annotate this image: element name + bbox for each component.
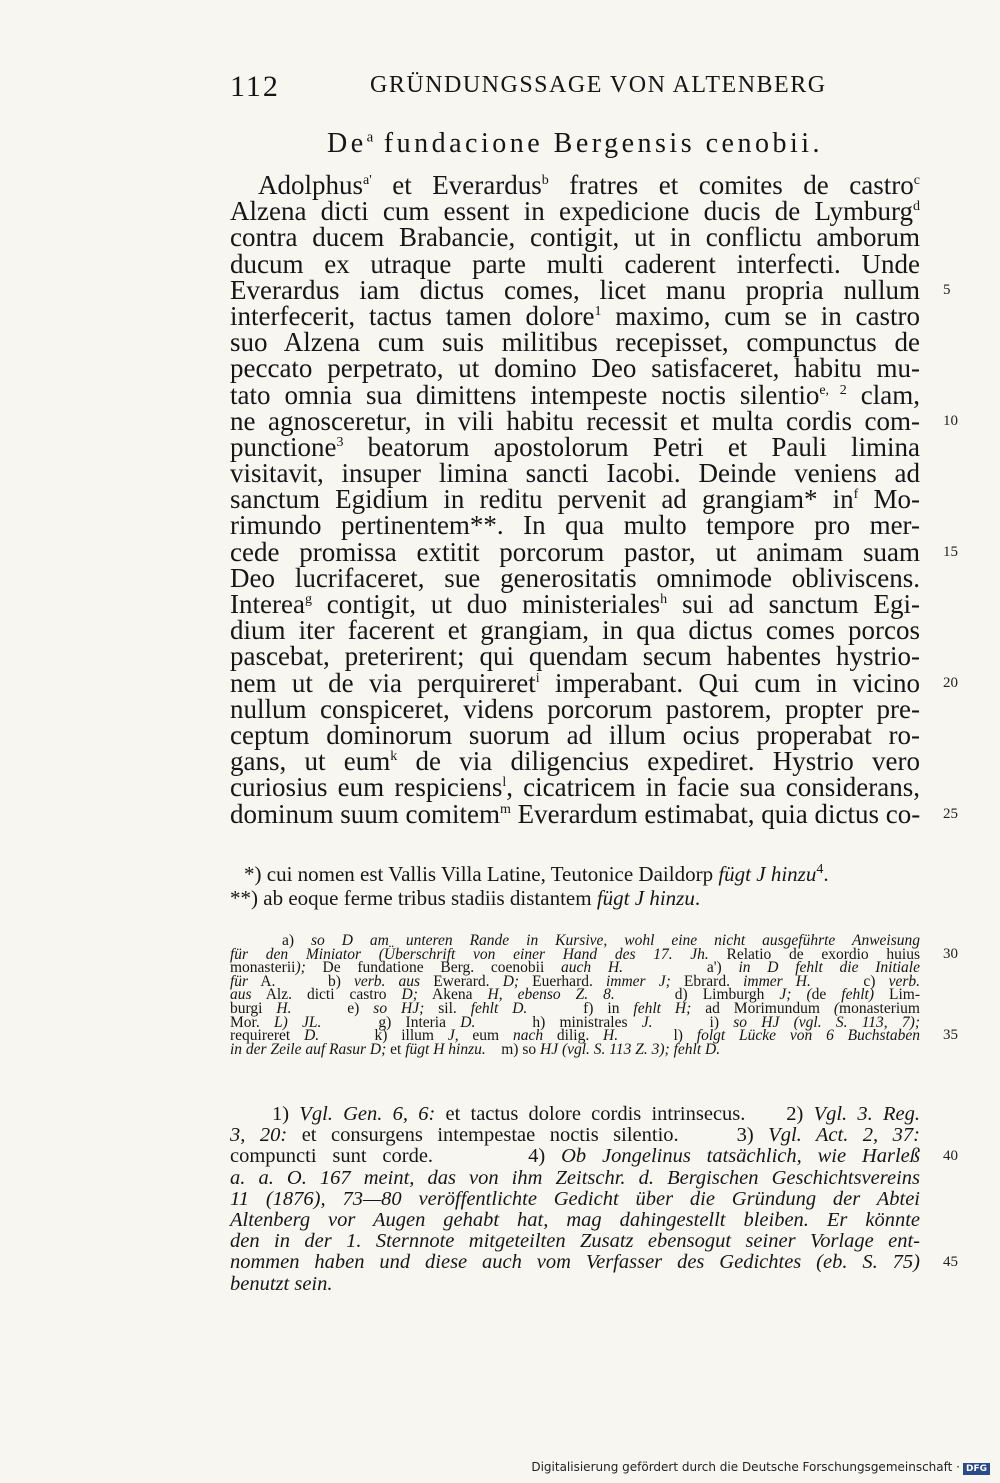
line-number: 20 [943,674,958,691]
text-line: nem ut de via perquireret$^i$ imperabant. Qui cum in vicino 20 [230,667,958,698]
star-notes [230,862,920,910]
footnote-line: benutzt sein. [230,1272,333,1295]
apparatus-line: für A. b) verb. aus Ewerard. D; Euerhard. immer J; Ebrard. immer H. c) verb. [230,972,920,990]
text-line: peccato perpetrato, ut domino Deo satisfaceret, habitu mu- [230,353,920,384]
text-line: Alzena dicti cum essent in expedicione ducis de Lymburg$^d$ [230,196,920,227]
text-line: tato omnia sua dimittens intempeste noctis silentio$^{e, 2}$ clam, [230,379,920,410]
apparatus-line: monasterii); De fundatione Berg. coenobii auch H. a') in D fehlt die Initiale [230,959,920,977]
text-line: curiosius eum respiciens$^l$, cicatricem in facie sua considerans, [230,772,920,803]
main-text [230,170,958,829]
apparatus-line: burgi H. e) so HJ; sil. fehlt D. f) in fehlt H; ad Morimundum (monasterium [230,999,920,1017]
text-line: ceptum dominorum suorum ad illum ocius properabat ro- [230,719,920,750]
text-line: ducum ex utraque parte multi caderent interfecti. Unde [230,248,920,279]
title-post: fundacione Bergensis cenobii. [373,128,824,159]
line-number: 40 [943,1148,958,1165]
running-head: GRÜNDUNGSSAGE VON ALTENBERG [370,72,827,98]
title-pre: De [326,128,367,159]
page-header [230,70,920,110]
section-title [230,128,920,160]
dfg-logo: DFG [963,1463,990,1475]
line-number: 5 [943,281,951,298]
line-number: 10 [943,412,958,429]
line-number: 15 [943,543,958,560]
text-line: interfecerit, tactus tamen dolore$^1$ maximo, cum se in castro [230,300,921,331]
footnote-line: Altenberg vor Augen gehabt hat, mag dahingestellt bleiben. Er könnte [230,1208,920,1231]
line-number: 45 [943,1254,958,1271]
star-note: *) cui nomen est Vallis Villa Latine, Teutonice Daildorp fügt J hinzu$^4$. [244,862,829,886]
critical-apparatus [230,932,958,1058]
text-line: ne agnosceretur, in vili habitu recessit et multa cordis com- 10 [230,405,958,436]
apparatus-line: für den Miniator (Überschrift von einer Hand des 17. Jh. Relatio de exordio huius 30 [230,945,958,963]
star-note: **) ab eoque ferme tribus stadiis distantem fügt J hinzu. [230,886,701,910]
text-line: dium iter facerent et grangiam, in qua dictus comes porcos [230,615,920,646]
line-number: 35 [943,1027,958,1044]
text-line: Adolphus$^{a'}$ et Everardus$^b$ fratres et comites de castro$^c$ [258,170,920,200]
apparatus-line: in der Zeile auf Rasur D; et fügt H hinzu. m) so HJ (vgl. S. 113 Z. 3); fehlt D. [230,1040,721,1058]
footnote-line: compuncti sunt corde. 4) Ob Jongelinus tatsächlich, wie Harleß 40 [230,1145,958,1168]
text-line: cede promissa extitit porcorum pastor, ut animam suam 15 [230,536,958,567]
text-line: punctione$^3$ beatorum apostolorum Petri et Pauli limina [230,431,920,462]
footnote-line: 3, 20: et consurgens intempestae noctis silentio. 3) Vgl. Act. 2, 37: [230,1124,921,1147]
apparatus-line: aus Alz. dicti castro D; Akena H, ebenso Z. 8. d) Limburgh J; (de fehlt) Lim- [230,986,920,1004]
apparatus-line: requireret D. k) illum J, eum nach dilig. H. l) folgt Lücke von 6 Buchstaben 35 [230,1027,958,1045]
text-line: Deo lucrifaceret, sue generositatis omnimode obliviscens. [230,562,920,593]
credit-text: Digitalisierung gefördert durch die Deutsche Forschungsgemeinschaft · [531,1460,960,1474]
text-line: rimundo pertinentem**. In qua multo tempore pro mer- [230,510,920,541]
text-line: contra ducem Brabancie, contigit, ut in conflictu amborum [230,222,920,253]
text-line: visitavit, insuper limina sancti Iacobi. Deinde veniens ad [230,458,920,489]
dfg-credit [531,1460,990,1475]
text-line: Everardus iam dictus comes, licet manu propria nullum 5 [230,274,951,305]
footnote-line: 1) Vgl. Gen. 6, 6: et tactus dolore cordis intrinsecus. 2) Vgl. 3. Reg. [272,1103,920,1125]
text-line: sanctum Egidium in reditu pervenit ad grangiam* $in^f$ Mo- [230,484,920,515]
text-line: gans, ut eum$^k$ de via diligencius expediret. Hystrio vero [230,746,920,777]
text-line: pascebat, preterirent; qui quendam secum habentes hystrio- [230,641,920,672]
text-line: nullum conspiceret, videns porcorum pastorem, propter pre- [230,693,920,724]
footnote-line: nommen haben und diese auch vom Verfasser des Gedichtes (eb. S. 75) 45 [230,1251,958,1274]
footnote-line: 11 (1876), 73—80 veröffentlichte Gedicht über die Gründung der Abtei [230,1187,920,1210]
footnote-line: den in der 1. Sternnote mitgeteilten Zusatz ebensogut seiner Vorlage ent- [230,1230,920,1253]
footnotes [230,1103,958,1295]
line-number: 25 [943,805,958,822]
text-line: Interea$^g$ contigit, ut duo ministeriales$^h$ sui ad sanctum Egi- [230,589,920,619]
text-line: dominum suum comitem$^m$ Everardum estimabat, quia dictus co- 25 [230,798,958,829]
text-line: suo Alzena cum suis militibus recepisset, compunctus de [230,327,920,358]
title-sup: a [366,129,374,146]
page-number: 112 [230,70,280,103]
line-number: 30 [943,945,958,962]
footnote-line: a. a. O. 167 meint, das von ihm Zeitschr. d. Bergischen Geschichtsvereins [230,1166,920,1189]
apparatus-line: a) so D am unteren Rande in Kursive, wohl eine nicht ausgeführte Anweisung [282,932,920,949]
apparatus-line: Mor. L) JL. g) Interia D. h) ministrales J. i) so HJ (vgl. S. 113, 7); [230,1013,920,1031]
